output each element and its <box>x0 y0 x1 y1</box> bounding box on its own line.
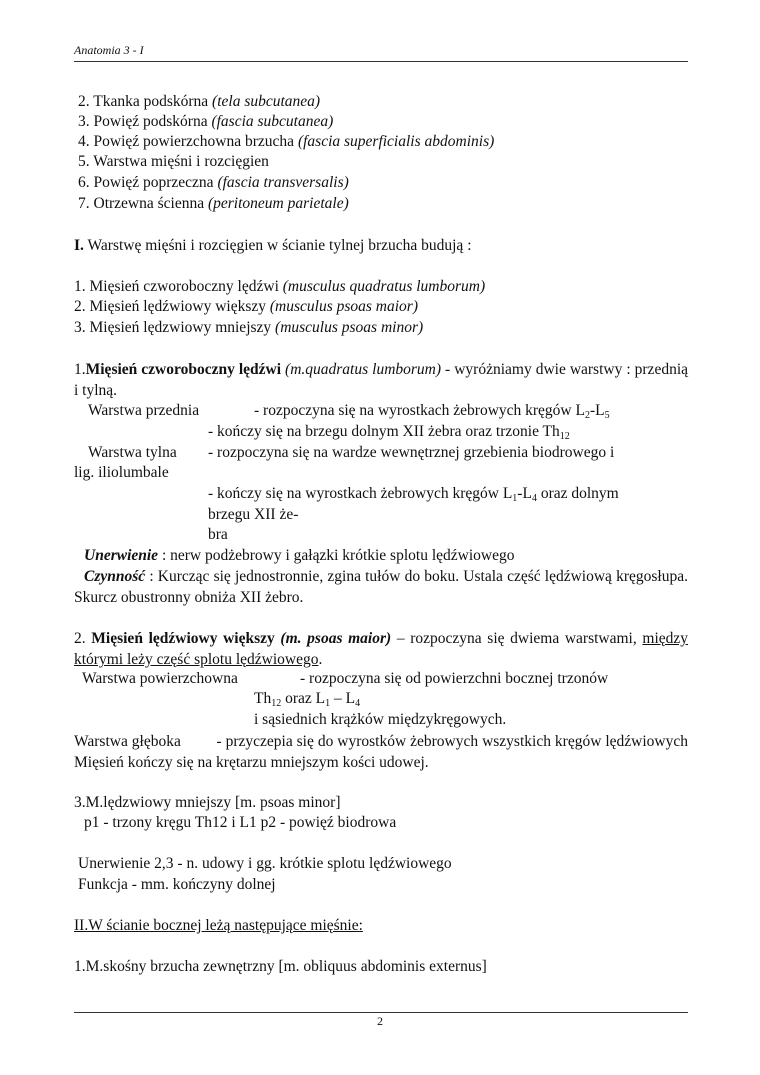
m2-superficial-discs: i sąsiednich krążków międzykręgowych. <box>254 711 507 728</box>
m1-nerve: Unerwienie : nerw podżebrowy i gałązki krótkie splotu lędźwiowego <box>84 547 515 564</box>
m1-function: Czynność : Kurcząc się jednostronnie, zgina tułów do boku. Ustala część lędźwiową kręgosłupa. Skurcz obustronny obniża XII żebro. <box>74 568 688 606</box>
layer-item: 7. Otrzewna ścienna (peritoneum parietale) <box>78 195 349 212</box>
m1-back-ligament: lig. iliolumbale <box>74 464 169 481</box>
m3-function: Funkcja - mm. kończyny dolnej <box>78 876 276 893</box>
m1-back-label: Warstwa tylna <box>88 444 177 461</box>
footer-rule <box>74 1012 688 1013</box>
section1-heading: I. Warstwę mięśni i rozcięgien w ścianie tylnej brzucha budują : <box>74 237 472 254</box>
m1-front-origin: - rozpoczyna się na wyrostkach żebrowych kręgów $L_2-L_5$ <box>254 402 610 421</box>
m3-nerve: Unerwienie 2,3 - n. udowy i gg. krótkie splotu lędźwiowego <box>78 855 452 872</box>
muscle-list-item: 3. Mięsień lędzwiowy mniejszy (musculus psoas minor) <box>74 319 424 336</box>
m3-title: 3.M.lędzwiowy mniejszy [m. psoas minor] <box>74 794 341 811</box>
muscle-list-item: 1. Mięsień czworoboczny lędźwi (musculus quadratus lumborum) <box>74 278 486 295</box>
muscle-list-item: 2. Mięsień lędźwiowy większy (musculus psoas maior) <box>74 298 418 315</box>
m3-attachments: p1 - trzony kręgu Th12 i L1 p2 - powięź biodrowa <box>84 814 397 831</box>
section2-heading: II.W ścianie bocznej leżą następujące mięśnie: <box>74 917 363 934</box>
layer-item: 6. Powięź poprzeczna (fascia transversalis) <box>78 174 349 191</box>
page-header-title: Anatomia 3 - I <box>74 43 144 57</box>
m1-intro: 1.Mięsień czworoboczny lędźwi (m.quadratus lumborum) - wyróżniamy dwie warstwy : przednią i tylną. <box>74 361 689 399</box>
m1-front-label: Warstwa przednia <box>88 402 200 419</box>
m1-back-insertion-cont2: bra <box>208 526 228 543</box>
section2-first-muscle: 1.M.skośny brzucha zewnętrzny [m. obliquus abdominis externus] <box>74 958 487 975</box>
m2-superficial-origin: - rozpoczyna się od powierzchni bocznej trzonów <box>300 670 609 687</box>
m2-deep-layer: Warstwa głęboka - przyczepia się do wyrostków żebrowych wszystkich kręgów lędźwiowych Mięsień kończy się na krętarzu mniejszym kości udowej. <box>74 733 692 771</box>
header-rule <box>74 61 688 62</box>
layer-item: 3. Powięź podskórna (fascia subcutanea) <box>78 113 334 130</box>
layer-item: 4. Powięź powierzchowna brzucha (fascia superficialis abdominis) <box>78 133 495 150</box>
m2-superficial-vertebrae: $Th_{12}$ oraz $L_1 - L_4$ <box>254 690 361 709</box>
m2-intro: 2. Mięsień lędźwiowy większy (m. psoas maior) – rozpoczyna się dwiema warstwami, między którymi leży część splotu lędźwiowego. <box>74 630 689 668</box>
m1-back-insertion: - kończy się na wyrostkach żebrowych kręgów $L_1-L_4$ oraz dolnym <box>208 485 619 504</box>
m1-front-insertion: - kończy się na brzegu dolnym XII żebra oraz trzonie $Th_{12}$ <box>208 423 570 442</box>
m2-superficial-label: Warstwa powierzchowna <box>82 670 238 687</box>
layer-item: 5. Warstwa mięśni i rozcięgien <box>78 153 269 170</box>
layer-item: 2. Tkanka podskórna (tela subcutanea) <box>78 93 321 110</box>
m1-back-insertion-cont: brzegu XII że- <box>208 506 299 523</box>
page-number: 2 <box>377 1014 383 1028</box>
m1-back-origin: - rozpoczyna się na wardze wewnętrznej grzebienia biodrowego i <box>208 444 615 461</box>
